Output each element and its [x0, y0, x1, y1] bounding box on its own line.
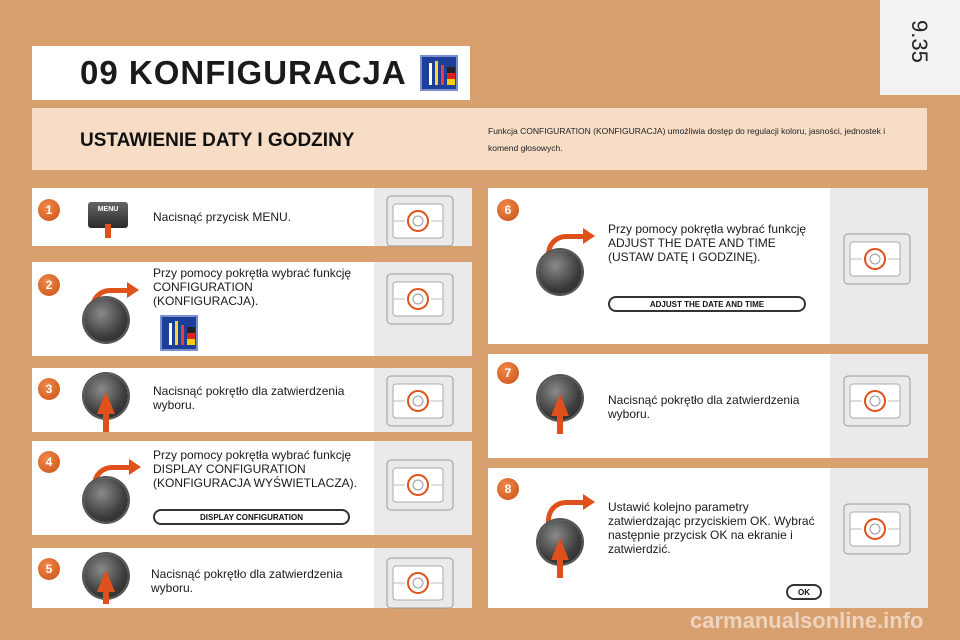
configuration-icon: [160, 315, 198, 351]
radio-unit-icon: [842, 370, 912, 432]
step-text: Ustawić kolejno parametry zatwierdzając przyciskiem OK. Wybrać następnie przycisk OK na ekranie i zatwierdzić.: [608, 500, 815, 556]
press-arrow-icon: [551, 394, 569, 416]
page-number-tab: [880, 0, 960, 95]
radio-unit-icon: [842, 228, 912, 290]
watermark: carmanualsonline.info: [690, 608, 924, 633]
press-arrow-stem: [557, 414, 563, 434]
step-number: 2: [38, 274, 60, 296]
step-text: Przy pomocy pokrętła wybrać funkcję CONFIGURATION (KONFIGURACJA).: [153, 266, 352, 308]
step-number: 7: [497, 362, 519, 384]
step-text: Nacisnąć pokrętło dla zatwierdzenia wyboru.: [151, 567, 343, 595]
subtitle-band: [32, 108, 927, 170]
adjust-date-time-label: ADJUST THE DATE AND TIME: [608, 296, 806, 312]
step-number: 4: [38, 451, 60, 473]
knob-icon: [84, 298, 128, 342]
step-text: Przy pomocy pokrętła wybrać funkcję ADJUST THE DATE AND TIME (USTAW DATĘ I GODZINĘ).: [608, 222, 807, 264]
step-text: Nacisnąć pokrętło dla zatwierdzenia wyboru.: [153, 384, 345, 412]
step-text: Nacisnąć pokrętło dla zatwierdzenia wyboru.: [608, 393, 800, 421]
press-arrow-icon: [105, 224, 111, 238]
page-number: 9.35: [907, 20, 932, 63]
step-number: 8: [497, 478, 519, 500]
step-number: 5: [38, 558, 60, 580]
intro-text: Funkcja CONFIGURATION (KONFIGURACJA) umożliwia dostęp do regulacji koloru, jasności, jednostek i komend głosowych.: [488, 126, 886, 153]
press-arrow-icon: [97, 570, 115, 592]
configuration-icon: [420, 55, 458, 91]
press-arrow-stem: [557, 558, 563, 578]
ok-label: OK: [786, 584, 822, 600]
menu-button-icon: MENU: [88, 202, 128, 228]
knob-icon: [84, 478, 128, 522]
press-arrow-icon: [97, 392, 115, 414]
radio-unit-icon: [385, 370, 455, 432]
step-text: Nacisnąć przycisk MENU.: [153, 210, 292, 224]
radio-unit-icon: [385, 190, 455, 252]
press-arrow-stem: [103, 412, 109, 432]
display-configuration-label: DISPLAY CONFIGURATION: [153, 509, 350, 525]
press-arrow-icon: [551, 538, 569, 560]
radio-unit-icon: [385, 268, 455, 330]
radio-unit-icon: [385, 454, 455, 516]
section-subtitle: USTAWIENIE DATY I GODZINY: [80, 130, 355, 151]
step-number: 6: [497, 199, 519, 221]
radio-unit-icon: [385, 552, 455, 614]
step-number: 1: [38, 199, 60, 221]
page-title: 09 KONFIGURACJA: [80, 54, 407, 91]
knob-icon: [538, 250, 582, 294]
title-box: [32, 46, 470, 100]
press-arrow-stem: [103, 590, 109, 604]
radio-unit-icon: [842, 498, 912, 560]
step-text: Przy pomocy pokrętła wybrać funkcję DISPLAY CONFIGURATION (KONFIGURACJA WYŚWIETLACZA).: [153, 448, 358, 490]
step-number: 3: [38, 378, 60, 400]
